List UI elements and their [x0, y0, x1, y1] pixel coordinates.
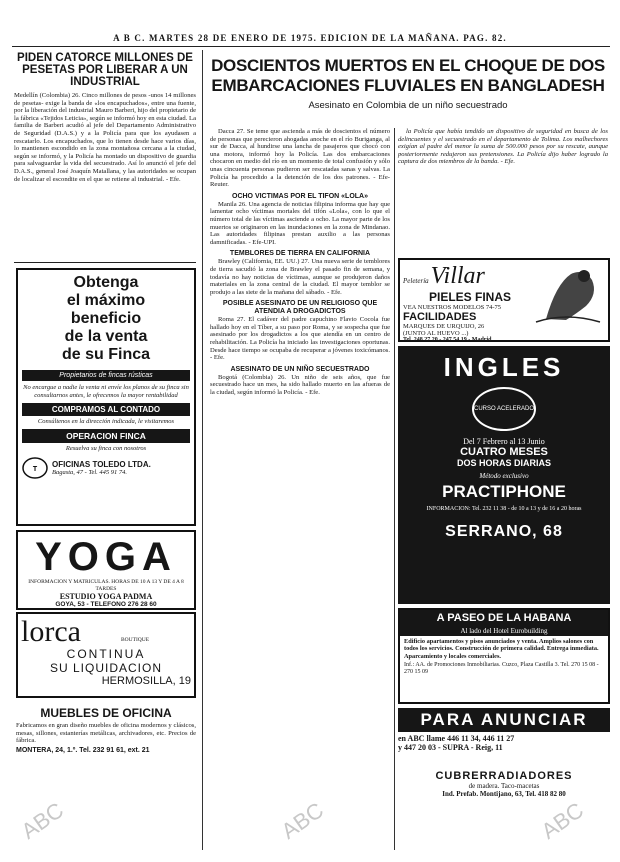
divider: [14, 262, 196, 263]
fur-model-illustration-icon: [526, 264, 604, 324]
col-b-p4: Roma 27. El cadáver del padre capuchino Flavio Cocola fue hallado hoy en el Tíber, a su paso por Roma, y se sospecha que fue asesinado por los drogadictos a los que atendía en un centro de rehabilitación. La Policía ha iniciado las investigaciones oportunas. Desde hace tiempo se ocupaba de recuperar a jóvenes toxicómanos. - Efe.: [210, 316, 390, 362]
col-c-p1: la Policía que había tendido un dispositivo de seguridad en busca de los delincuentes y el secuestrado en el departamento de Tolima. Los malhechores exigían al padre del menor la suma de 500.000 pesos por su rescate, aunque posteriormente redujeron sus pretensiones. La Policía dijo haber logrado la captura de dos miembros de la banda. - Efe.: [398, 128, 608, 166]
ad-anunciar-line1: en ABC llame 446 11 34, 446 11 27: [398, 734, 515, 743]
ad-ingles-brand: PRACTIPHONE: [442, 482, 566, 501]
ad-finca: [16, 268, 196, 526]
ad-lorca-line2: SU LIQUIDACION: [49, 661, 162, 675]
ad-finca-cta-sub: Consúltenos en la dirección indicada, le visitaremos: [37, 418, 175, 425]
left-article: [14, 52, 196, 183]
ad-ingles-info: INFORMACION: Tel. 232 11 38 - de 10 a 13 y de 16 a 20 horas: [426, 506, 582, 512]
ad-villar-line4: (JUNTO AL HUEVO ...): [403, 330, 469, 337]
ad-habana-body: Edificio apartamentos y pisos anunciados y venta. Amplios salones con todos los servicios. Construcción de primera calidad. Entrega inmediata. Aparcamiento y locales comerciales.: [404, 638, 599, 660]
ad-finca-footer: [22, 457, 190, 479]
svg-text:T: T: [32, 465, 38, 473]
ad-finca-line4: de la venta: [64, 328, 148, 345]
ad-finca-op: OPERACION FINCA: [22, 429, 190, 443]
ad-yoga-address: GOYA, 53 - TELEFONO 276 28 60: [55, 601, 157, 608]
ad-muebles-address: MONTERA, 24, 1.º. Tel. 232 91 61, ext. 21: [16, 746, 150, 754]
column-b: [210, 128, 390, 399]
ad-ingles-address: SERRANO, 68: [445, 523, 563, 540]
ad-lorca-line1: CONTINUA: [66, 647, 146, 661]
col-b-p5: Bogotá (Colombia) 26. Un niño de seis años, que fue secuestrado hace un mes, ha sido hallado muerto en las afueras de la ciudad, según informó la Policía. - Efe.: [210, 373, 390, 397]
ad-ingles-dates: Del 7 Febrero al 13 Junio: [463, 437, 545, 446]
ad-yoga-title: YOGA: [35, 535, 177, 579]
main-headline-title: DOSCIENTOS MUERTOS EN EL CHOQUE DE DOS EMBARCACIONES FLUVIALES EN BANGLADESH: [211, 56, 605, 95]
ad-ingles-title: INGLES: [443, 352, 565, 382]
ad-villar-line5: Tel. 248 27 20 - 247 54 19 - Madrid: [403, 337, 492, 343]
watermark-right: ABC: [536, 797, 589, 844]
col-b-h4: POSIBLE ASESINATO DE UN RELIGIOSO QUE ATENDIA A DROGADICTOS: [222, 300, 378, 316]
ad-habana-sub: Al lado del Hotel Eurobuilding: [400, 626, 608, 636]
ad-ingles-method: Método exclusivo: [479, 472, 529, 480]
col-b-h3: TEMBLORES DE TIERRA EN CALIFORNIA: [229, 250, 371, 258]
watermark-left: ABC: [16, 797, 69, 844]
ad-ingles-hours: DOS HORAS DIARIAS: [456, 458, 551, 468]
ad-cubre-line2: Ind. Prefab. Montijano, 63, Tel. 418 82 80: [442, 790, 566, 798]
col-b-p3: Brawley (California, EE. UU.) 27. Una nueva serie de temblores de tierra sacudió la zona de Brawley el pasado fin de semana, y todavía no hay noticias de víctimas, aunque se produjeron daños materiales en la zona central de la ciudad. El mayor temblor se produjo a las siete de la mañana del sábado. - Efe.: [210, 258, 390, 296]
watermark-center: ABC: [276, 797, 329, 844]
ad-villar-brand: Villar: [430, 263, 485, 289]
ad-villar-line1: VEA NUESTROS MODELOS 74-75: [403, 304, 502, 311]
col-b-p1: Dacca 27. Se teme que ascienda a más de doscientos el número de personas que perecieron ahogadas anoche en el río Buriganga, al sur de Dacca, al hundirse una lancha de pasajeros que chocó con una motora, informó hoy la Policía. Las dos embarcaciones chocaron en medio del río en un momento de total confusión y sólo unas cincuenta personas pudieron ser rescatadas sanas y salvas. La Policía ha procedido a la detención de los dos patrones. - Efe-Reuter.: [210, 128, 390, 189]
ad-lorca-brand: lorca: [21, 615, 81, 648]
ad-cubre: [398, 770, 610, 798]
page-header: A B C. MARTES 28 DE ENERO DE 1975. EDICION DE LA MAÑANA. PAG. 82.: [113, 33, 507, 43]
ad-muebles-title: MUEBLES DE OFICINA: [40, 706, 172, 720]
ad-yoga: [16, 530, 196, 610]
ad-yoga-info: INFORMACION Y MATRICULAS. HORAS DE 10 A 13 Y DE 4 A 8 TARDES: [28, 579, 184, 592]
left-article-title: PIDEN CATORCE MILLONES DE PESETAS POR LIBERAR A UN INDUSTRIAL: [17, 52, 193, 88]
ad-cubre-line1: de madera. Taco-macetas: [468, 782, 540, 790]
col-b-h5: ASESINATO DE UN NIÑO SECUESTRADO: [230, 365, 370, 373]
main-headline: [206, 56, 610, 111]
ad-finca-address: Bagasta, 47 - Tel. 445 91 74.: [52, 468, 128, 476]
col-b-p2: Manila 26. Una agencia de noticias filipina informa que hay que lamentar ocho víctimas mortales del tifón «Lola», con lo que el número total de las víctimas asciende a ocho. La mayor parte de los muertos se originaron en las inundaciones en la zona de Mindanao. Las autoridades filipinas prestan auxilio a las personas damnificadas. - Efe-UPI.: [210, 200, 390, 246]
ad-lorca: [16, 612, 196, 698]
ad-ingles-months: CUATRO MESES: [460, 446, 548, 458]
ad-finca-office: OFICINAS TOLEDO LTDA.: [52, 459, 151, 469]
ad-finca-line3: beneficio: [70, 310, 142, 327]
ad-finca-line1: Obtenga: [73, 274, 139, 291]
ad-cubre-title: CUBRERRADIADORES: [435, 770, 573, 782]
col-b-h2: OCHO VICTIMAS POR EL TIFON «LOLA»: [232, 192, 368, 200]
ad-finca-cta: COMPRAMOS AL CONTADO: [22, 403, 190, 416]
ad-habana-title: A PASEO DE LA HABANA: [400, 610, 608, 626]
ad-villar: [398, 258, 610, 342]
ad-ingles-badge-ring: [472, 387, 536, 431]
ad-ingles-badge: CURSO ACELERADO: [474, 405, 535, 412]
ad-villar-line2: FACILIDADES: [403, 311, 477, 323]
ad-finca-tag: Propietarios de fincas rústicas: [22, 370, 190, 381]
ad-finca-op-sub: Resuelva su finca con nosotros: [65, 444, 147, 452]
ad-muebles-body: Fabricamos en gran diseño muebles de oficina modernos y clásicos, mesas, sillones, estanterías metálicas, archivadores, etc. Precios de fábrica.: [16, 722, 196, 745]
ad-habana-contact: Inf.: AA. de Promociones Inmobiliarias. Cuzco, Plaza Castilla 3. Tel. 270 15 08 - 270 15 09: [404, 661, 599, 675]
main-headline-subtitle: Asesinato en Colombia de un niño secuestrado: [308, 100, 508, 111]
ad-muebles: [16, 706, 196, 754]
column-rule-2: [394, 128, 395, 850]
ad-villar-title: PIELES FINAS: [429, 290, 512, 304]
header-rule: [12, 46, 610, 47]
ad-lorca-address: HERMOSILLA, 19: [101, 675, 191, 687]
ad-ingles: [398, 346, 610, 604]
ad-lorca-tagline: BOUTIQUE: [120, 637, 150, 643]
ad-yoga-name: ESTUDIO YOGA PADMA: [59, 592, 153, 601]
column-c: [398, 128, 608, 168]
ad-finca-desc: No encargue a nadie la venta ni envíe los planos de su finca sin consultarnos antes, le ofrecemos la mayor rentabilidad: [23, 384, 189, 399]
ad-finca-line5: de su Finca: [61, 346, 151, 363]
ad-villar-line3: MARQUES DE URQUIJO, 26: [403, 323, 485, 330]
column-rule: [202, 50, 203, 850]
toledo-logo-icon: [22, 457, 48, 479]
left-article-body: Medellín (Colombia) 26. Cinco millones de pesos -unos 14 millones de pesetas- exige la banda de «los encapuchados», entre una fuente, por la liberación del industrial Mauro Barberi, hijo del propietario de la fábrica «Tejidos Leticia», según se informó hoy en esta ciudad. La familia de Barberi acudió al jefe del Departamento Administrativo de Seguridad (D.A.S.) y a la Policía para que los ayudasen a rescatarlo. Los encapuchados, que lo tienen desde hace varios días, lo mantienen escondido en la zona montañosa cercana a la ciudad, según se informó, y la Policía ha montado un dispositivo de guardia para salvaguardar la vida del secuestrado. Así lo anunció el jefe del D.A.S., general José Joaquín Matallana, y las autoridades se ocupan de localizar el escondite en el que se retiene al industrial. - Efe.: [14, 92, 196, 183]
ad-anunciar-line2: y 447 20 03 - SUPRA - Reig, 11: [398, 743, 503, 752]
ad-villar-prefix: Peletería: [403, 277, 429, 285]
ad-anunciar-title: PARA ANUNCIAR: [398, 708, 610, 732]
ad-finca-line2: el máximo: [66, 292, 146, 309]
ad-anunciar: [398, 708, 610, 752]
ad-lorca-brand-row: [21, 617, 191, 647]
ad-habana: [398, 608, 610, 704]
